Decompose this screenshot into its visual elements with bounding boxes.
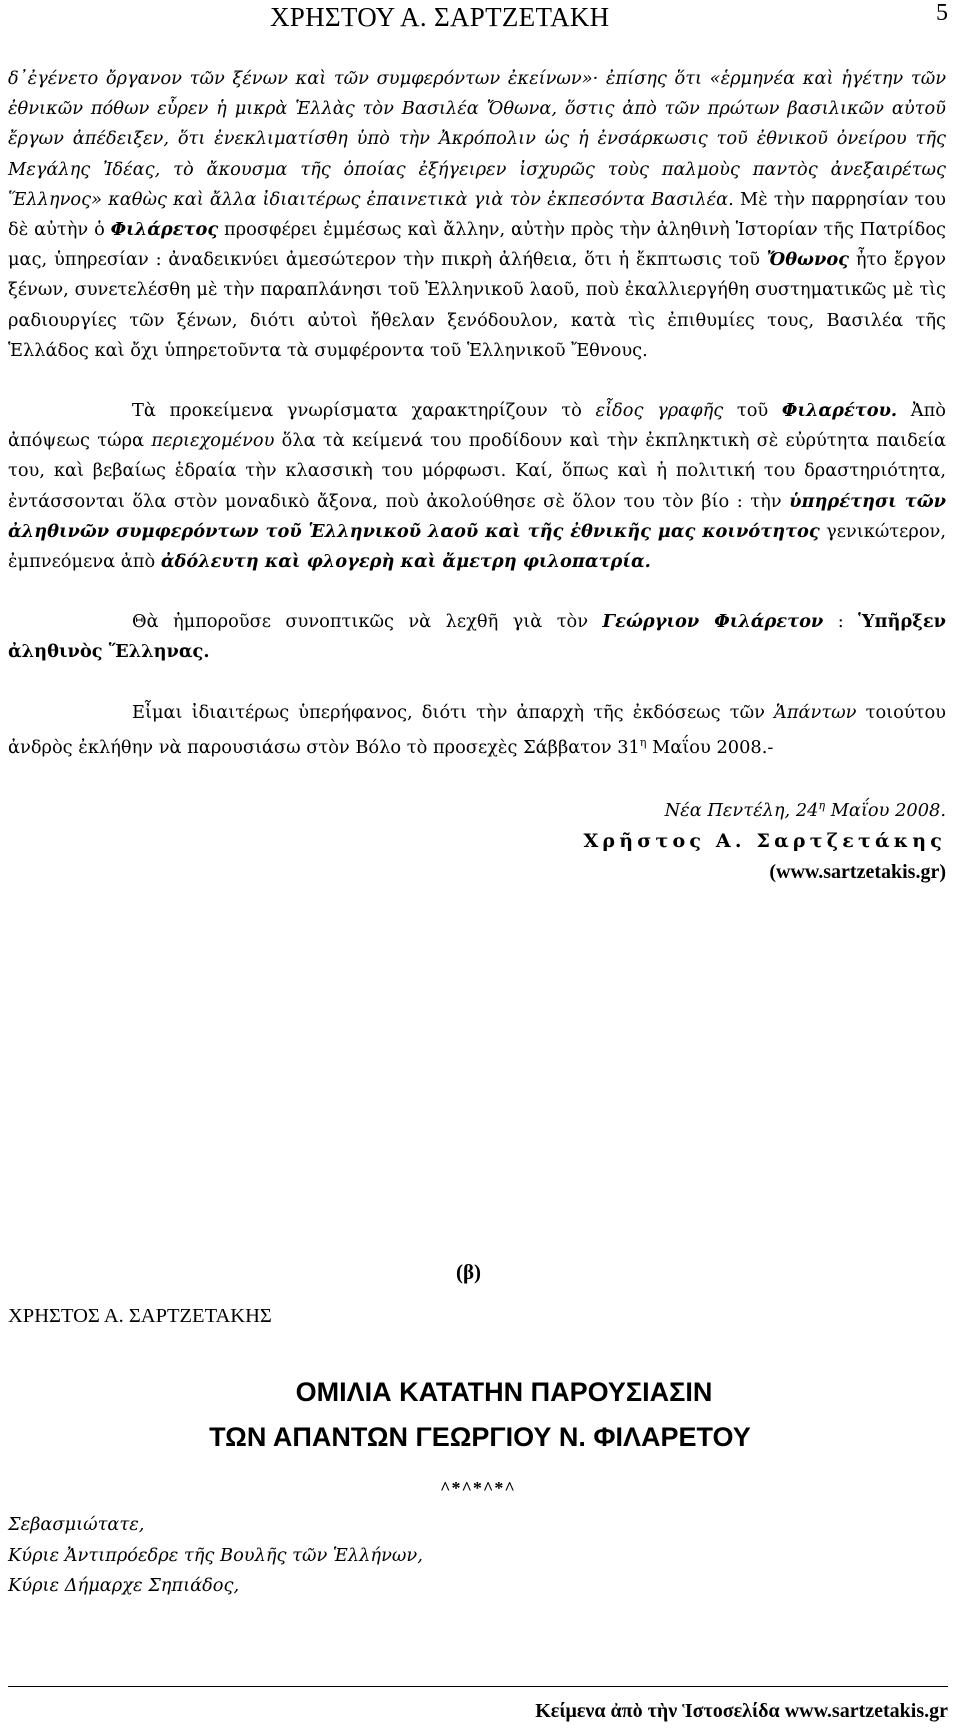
speech-title-line-2: ΤΩΝ ΑΠΑΝΤΩΝ ΓΕΩΡΓΙΟΥ Ν. ΦΙΛΑΡΕΤΟΥ: [209, 1422, 751, 1452]
salutation-line: Κύριε Δήμαρχε Σηπιάδος,: [8, 1575, 240, 1596]
paragraph-4-text-b: τοιούτου ἀνδρὸς ἐκλήθην νὰ παρουσιάσω στὸν Βόλο τὸ προσεχὲς Σάββατον 31: [8, 701, 946, 758]
paragraph-4-italic: Ἁπάντων: [774, 701, 857, 723]
signature-website: (www.sartzetakis.gr): [769, 860, 946, 883]
name-filaretos: Φιλάρετος: [110, 219, 219, 241]
paragraph-4-text-a: Εἶμαι ἰδιαιτέρως ὑπερήφανος, διότι τὴν ἀπαρχὴ τῆς ἐκδόσεως τῶν: [132, 701, 774, 723]
paragraph-4: [8, 698, 946, 763]
body-text: [8, 64, 946, 887]
name-georgion-filareton: Γεώργιον Φιλάρετον: [602, 611, 824, 633]
footer-rule: [8, 1686, 948, 1687]
section-mark: (β): [456, 1260, 482, 1284]
salutation: [8, 1510, 423, 1602]
author-name: ΧΡΗΣΤΟΣ Α. ΣΑΡΤΖΕΤΑΚΗΣ: [8, 1305, 272, 1327]
paragraph-2-text-d: γενικώτερον, ἐμπνεόμενα ἀπὸ: [8, 520, 946, 573]
paragraph-2-text-b: Ἀπὸ ἀπόψεως τώρα: [8, 400, 946, 452]
running-header: [270, 0, 948, 34]
ornamental-separator: ^*^*^*^: [440, 1478, 516, 1498]
name-filaretou: Φιλαρέτου.: [781, 400, 898, 422]
signature-place-date: [8, 791, 946, 826]
paragraph-3: [8, 607, 946, 667]
paragraph-4-text-c: Μαΐου 2008.-: [646, 736, 774, 758]
paragraph-2-italic-a: εἶδος γραφῆς: [595, 400, 724, 422]
name-othonos: Ὄθωνος: [766, 249, 850, 271]
paragraph-3-text-a: Θὰ ἠμποροῦσε συνοπτικῶς νὰ λεχθῆ γιὰ τὸν: [132, 611, 603, 633]
true-greek-phrase: Ὑπῆρξεν ἀληθινὸς Ἕλληνας.: [8, 611, 946, 663]
ordinal-suffix: η: [639, 735, 647, 749]
salutation-line: Κύριε Ἀντιπρόεδρε τῆς Βουλῆς τῶν Ἑλλήνων,: [8, 1544, 423, 1566]
footer-source: Κείμενα ἀπὸ τὴν Ἱστοσελίδα www.sartzetakis.gr: [535, 1700, 948, 1722]
paragraph-2-text-a: Τὰ προκείμενα γνωρίσματα χαρακτηρίζουν τὸ: [132, 400, 596, 422]
signature-name: Χρῆστος Α. Σαρτζετάκης: [583, 829, 946, 852]
paragraph-1: [8, 64, 946, 366]
paragraph-3-text-b: :: [823, 611, 859, 633]
paragraph-2: [8, 396, 946, 577]
signature-date: Μαΐου 2008.: [825, 799, 946, 821]
paragraph-2-text-c: ὅλα τὰ κείμενά του προδίδουν καὶ τὴν ἐκπληκτικὴ σὲ εὐρύτητα παιδεία του, καὶ βεβαίως ἑδραία τὴν κλασσικὴ του μόρφωσι. Καί, ὅπως καὶ ἡ πολιτική του δραστηριότητα, ἐντάσσονται ὅλα στὸν μοναδικὸ ἄξονα, ποὺ ἀκολούθησε σὲ ὅλον του τὸν βίο : τὴν: [8, 430, 946, 512]
page-number: 5: [936, 0, 948, 26]
signature-place: Νέα Πεντέλη, 24: [664, 799, 819, 821]
speech-title: [0, 1370, 960, 1460]
running-title: ΧΡΗΣΤΟΥ Α. ΣΑΡΤΖΕΤΑΚΗ: [270, 2, 610, 32]
salutation-line: Σεβασμιώτατε,: [8, 1514, 145, 1535]
speech-title-line-1: ΟΜΙΛΙΑ ΚΑΤΑΤΗΝ ΠΑΡΟΥΣΙΑΣΙΝ: [295, 1377, 713, 1407]
service-phrase: ὑπηρέτησι τῶν ἀληθινῶν συμφερόντων τοῦ Ἑλληνικοῦ λαοῦ καὶ τῆς ἐθνικῆς μας κοινότητος: [8, 490, 946, 542]
paragraph-1-text-a: Μὲ τὴν παρρησίαν του δὲ αὐτὴν ὁ: [8, 188, 946, 241]
paragraph-1-text-c: ἦτο ἔργον ξένων, συνετελέσθη μὲ τὴν παραπλάνησι τοῦ Ἑλληνικοῦ λαοῦ, ποὺ ἐκαλλιεργήθη συστηματικῶς μὲ τὶς ραδιουργίες τῶν ξένων, διότι αὐτοὶ ἤθελαν ξενόδουλον, κατὰ τὶς ἐπιθυμίες τους, Βασιλέα τῆς Ἑλλάδος καὶ ὄχι ὑπηρετοῦντα τὰ συμφέροντα τοῦ Ἑλληνικοῦ Ἔθνους.: [8, 249, 946, 361]
quoted-passage: δ᾽ἐγένετο ὄργανον τῶν ξένων καὶ τῶν συμφερόντων ἐκείνων»· ἐπίσης ὅτι «ἑρμηνέα καὶ ἡγέτην τῶν ἐθνικῶν πόθων εὗρεν ἡ μικρὰ Ἑλλὰς τὸν Βασιλέα Ὄθωνα, ὅστις ἀπὸ τῶν πρώτων βασιλικῶν αὐτοῦ ἔργων ἀπέδειξεν, ὅτι ἐνεκλιματίσθη ὑπὸ τὴν Ἀκρόπολιν ὡς ἡ ἐνσάρκωσις τοῦ ἐθνικοῦ ὀνείρου τῆς Μεγάλης Ἰδέας, τὸ ἄκουσμα τῆς ὁποίας ἐξήγειρεν ἰσχυρῶς τοὺς παλμοὺς παντὸς ἀνεξαιρέτως Ἕλληνος» καθὼς καὶ ἄλλα ἰδιαιτέρως ἐπαινετικὰ γιὰ τὸν ἐκπεσόντα Βασιλέα.: [8, 68, 946, 210]
paragraph-2-text-a2: τοῦ: [723, 400, 782, 422]
signature-block: [8, 791, 946, 887]
signature-ordinal: η: [818, 798, 826, 812]
paragraph-2-italic-b: περιεχομένου: [151, 430, 275, 452]
paragraph-1-text-b: προσφέρει ἐμμέσως καὶ ἄλλην, αὐτὴν πρὸς τὴν ἀληθινὴ Ἱστορίαν τῆς Πατρίδος μας, ὑπηρεσίαν : ἀναδεικνύει ἀμεσώτερον τὴν πικρὴ ἀλήθεια, ὅτι ἡ ἔκπτωσις τοῦ: [8, 219, 946, 271]
patriotism-phrase: ἀδόλευτη καὶ φλογερὴ καὶ ἄμετρη φιλοπατρία.: [160, 551, 651, 573]
